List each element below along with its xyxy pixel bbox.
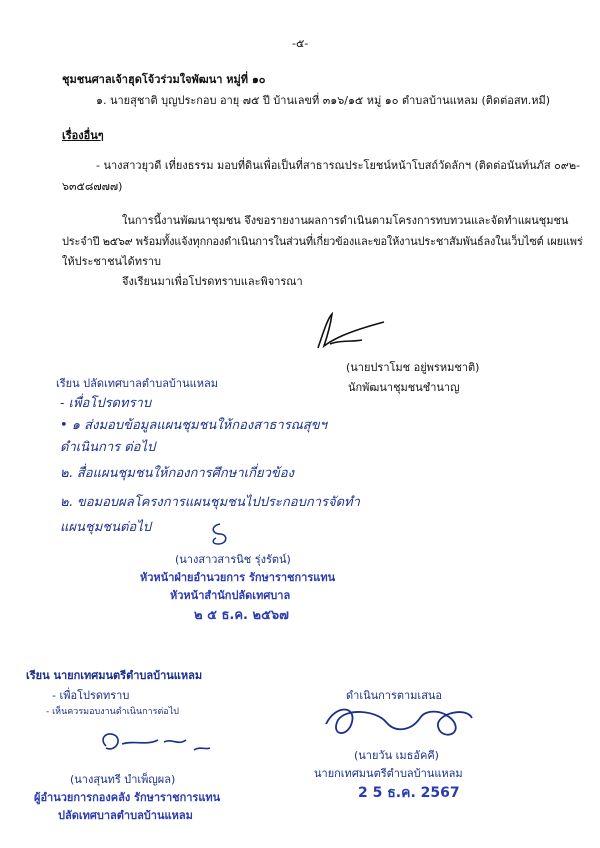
memo1-addressee: เรียน ปลัดเทศบาลตำบลบ้านแหลม: [56, 377, 218, 390]
other-item-line2: ๖๓๕๘๗๗๗): [62, 180, 123, 193]
body-line3: ให้ประชาชนได้ทราบ: [62, 255, 162, 268]
memo1-line-4: ๒. สื่อแผนชุมชนให้กองการศึกษาเกี่ยวข้อง: [60, 466, 294, 481]
body-line2: ประจำปี ๒๕๖๙ พร้อมทั้งแจ้งทุกกองดำเนินการในส่วนที่เกี่ยวข้องและขอให้งานประชาสัมพันธ์ลงในเว็บไซต์ เผยแพร่: [62, 235, 583, 248]
memo1-line-3: ดำเนินการ ต่อไป: [60, 440, 156, 455]
community-item: ๑. นายสุชาติ บุญประกอบ อายุ ๗๕ ปี บ้านเลขที่ ๓๑๖/๑๕ หมู่ ๑๐ ตำบลบ้านแหลม (ติดต่อสท.หมี): [96, 94, 551, 107]
memo1-signer-name: (นางสาวสารนิช รุ่งรัตน์): [175, 553, 291, 566]
memo1-line-1: - เพื่อโปรดทราบ: [60, 396, 152, 411]
signature-sunthree: [94, 728, 214, 762]
mayor-title: นายกเทศมนตรีตำบลบ้านแหลม: [314, 767, 463, 780]
mayor-name: (นายวัน เมธอัคคี): [354, 749, 439, 762]
memo2-line1: - เพื่อโปรดทราบ: [52, 689, 130, 702]
memo1-signer-title1: หัวหน้าฝ่ายอำนวยการ รักษาราชการแทน: [140, 571, 336, 584]
section-heading-other: เรื่องอื่นๆ: [62, 129, 104, 142]
page-number: -๕-: [292, 37, 309, 50]
memo1-signer-title2: หัวหน้าสำนักปลัดเทศบาล: [170, 589, 291, 602]
memo2-signer-name: (นางสุนทรี บำเพ็ญผล): [70, 773, 176, 786]
memo2-line2: - เห็นควรมอบงานดำเนินการต่อไป: [46, 707, 179, 717]
section-heading-community: ชุมชนศาลเจ้าฮุดโจ้วร่วมใจพัฒนา หมู่ที่ ๑๐: [62, 73, 266, 86]
memo1-line-2: • ๑ ส่งมอบข้อมูลแผนชุมชนให้กองสาธารณสุขฯ: [60, 418, 327, 433]
signature-saranich: [200, 520, 240, 550]
memo1-stamp-date: ๒ ๕ ธ.ค. ๒๕๖๗: [194, 608, 289, 623]
memo1-line-6: แผนชุมชนต่อไป: [60, 520, 152, 535]
signer1-name: (นายปราโมช อยู่พรหมชาติ): [346, 361, 480, 374]
signer1-position: นักพัฒนาชุมชนชำนาญ: [348, 381, 460, 394]
closing-line: จึงเรียนมาเพื่อโปรดทราบและพิจารณา: [122, 275, 303, 288]
mayor-stamp-date: 2 5 ธ.ค. 2567: [358, 785, 460, 801]
memo2-signer-title2: ปลัดเทศบาลตำบลบ้านแหลม: [58, 809, 193, 822]
signature-mayor: [316, 700, 476, 746]
mayor-order: ดำเนินการตามเสนอ: [346, 689, 443, 702]
other-item-line1: - นางสาวยุวดี เที่ยงธรรม มอบที่ดินเพื่อเป็นที่สาธารณประโยชน์หน้าโบสถ์วัดลักฯ (ติดต่อนันท์นภัส ๐๙๒-: [96, 159, 581, 172]
memo1-line-5: ๒. ขอมอบผลโครงการแผนชุมชนไปประกอบการจัดทำ: [60, 495, 360, 510]
body-line1: ในการนี้งานพัฒนาชุมชน จึงขอรายงานผลการดำเนินตามโครงการทบทวนและจัดทำแผนชุมชน: [122, 214, 569, 227]
signature-pramot: [288, 310, 388, 360]
memo2-signer-title1: ผู้อำนวยการกองคลัง รักษาราชการแทน: [34, 791, 221, 804]
memo2-addressee: เรียน นายกเทศมนตรีตำบลบ้านแหลม: [26, 669, 203, 682]
